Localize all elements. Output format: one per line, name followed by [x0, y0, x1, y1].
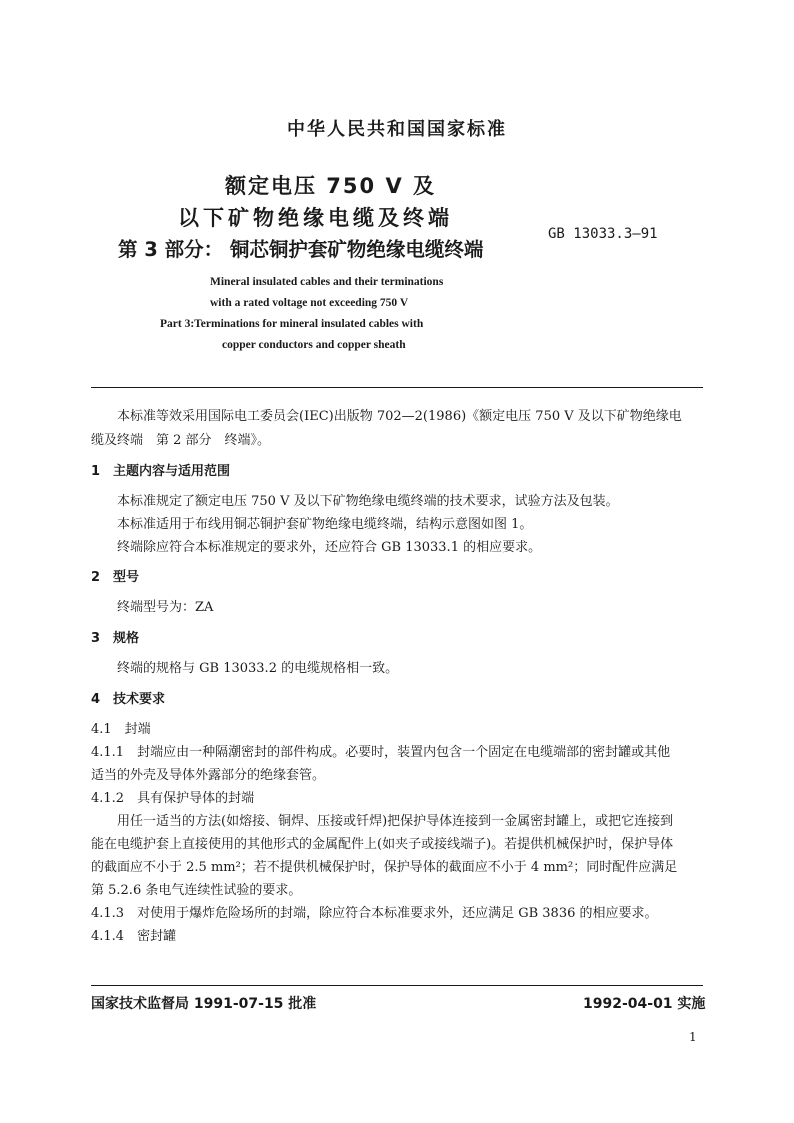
implementation-date: 1992-04-01 实施 [583, 996, 706, 1012]
approval-note: 国家技术监督局 1991-07-15 批准 [91, 996, 317, 1012]
section-1-paragraph-1: 本标准规定了额定电压 750 V 及以下矿物绝缘电缆终端的技术要求，试验方法及包装。 [117, 494, 619, 509]
clause-4-1-3: 4.1.3 对使用于爆炸危险场所的封端，除应符合本标准要求外，还应满足 GB 3836 的相应要求。 [91, 906, 658, 921]
section-3-paragraph-1: 终端的规格与 GB 13033.2 的电缆规格相一致。 [117, 661, 399, 676]
clause-4-1: 4.1 封端 [91, 722, 151, 737]
intro-line-1: 本标准等效采用国际电工委员会(IEC)出版物 702—2(1986)《额定电压 750 V 及以下矿物绝缘电 [117, 409, 682, 424]
page-number: 1 [689, 1030, 697, 1044]
clause-4-1-2-line-3: 的截面应不小于 2.5 mm²；若不提供机械保护时，保护导体的截面应不小于 4 mm²；同时配件应满足 [91, 860, 678, 875]
section-4-heading: 4 技术要求 [91, 692, 166, 707]
section-2-heading: 2 型号 [91, 570, 140, 585]
section-1-paragraph-3: 终端除应符合本标准规定的要求外，还应符合 GB 13033.1 的相应要求。 [117, 540, 542, 555]
footer-divider [91, 985, 703, 986]
english-title-line-4: copper conductors and copper sheath [222, 339, 406, 351]
title-line-2: 以下矿物绝缘电缆及终端 [178, 206, 453, 230]
clause-4-1-2-line-4: 第 5.2.6 条电气连续性试验的要求。 [91, 883, 302, 898]
title-line-3: 第 3 部分： 铜芯铜护套矿物绝缘电缆终端 [118, 238, 484, 261]
english-title-line-3: Part 3:Terminations for mineral insulated cables with [160, 318, 424, 330]
section-1-paragraph-2: 本标准适用于布线用铜芯铜护套矿物绝缘电缆终端，结构示意图如图 1。 [117, 517, 533, 532]
standard-number: GB 13033.3—91 [548, 226, 658, 242]
clause-4-1-2-line-2: 能在电缆护套上直接使用的其他形式的金属配件上(如夹子或接线端子)。若提供机械保护时，保护导体 [91, 837, 674, 852]
clause-4-1-4: 4.1.4 密封罐 [91, 929, 177, 944]
section-2-paragraph-1: 终端型号为：ZA [117, 600, 214, 615]
section-1-heading: 1 主题内容与适用范围 [91, 464, 231, 479]
clause-4-1-2: 4.1.2 具有保护导体的封端 [91, 791, 255, 806]
clause-4-1-1-line-1: 4.1.1 封端应由一种隔潮密封的部件构成。必要时，装置内包含一个固定在电缆端部的密封罐或其他 [91, 745, 671, 760]
clause-4-1-1-line-2: 适当的外壳及导体外露部分的绝缘套管。 [91, 768, 326, 783]
clause-4-1-2-line-1: 用任一适当的方法(如熔接、铜焊、压接或钎焊)把保护导体连接到一金属密封罐上，或把它连接到 [117, 814, 674, 829]
section-3-heading: 3 规格 [91, 631, 140, 646]
intro-line-2: 缆及终端 第 2 部分 终端》。 [91, 433, 271, 448]
issuing-organization: 中华人民共和国国家标准 [287, 119, 507, 140]
english-title-line-2: with a rated voltage not exceeding 750 V [210, 297, 409, 309]
header-divider [91, 387, 703, 388]
english-title-line-1: Mineral insulated cables and their terminations [210, 276, 444, 288]
title-line-1: 额定电压 750 V 及 [225, 174, 437, 198]
